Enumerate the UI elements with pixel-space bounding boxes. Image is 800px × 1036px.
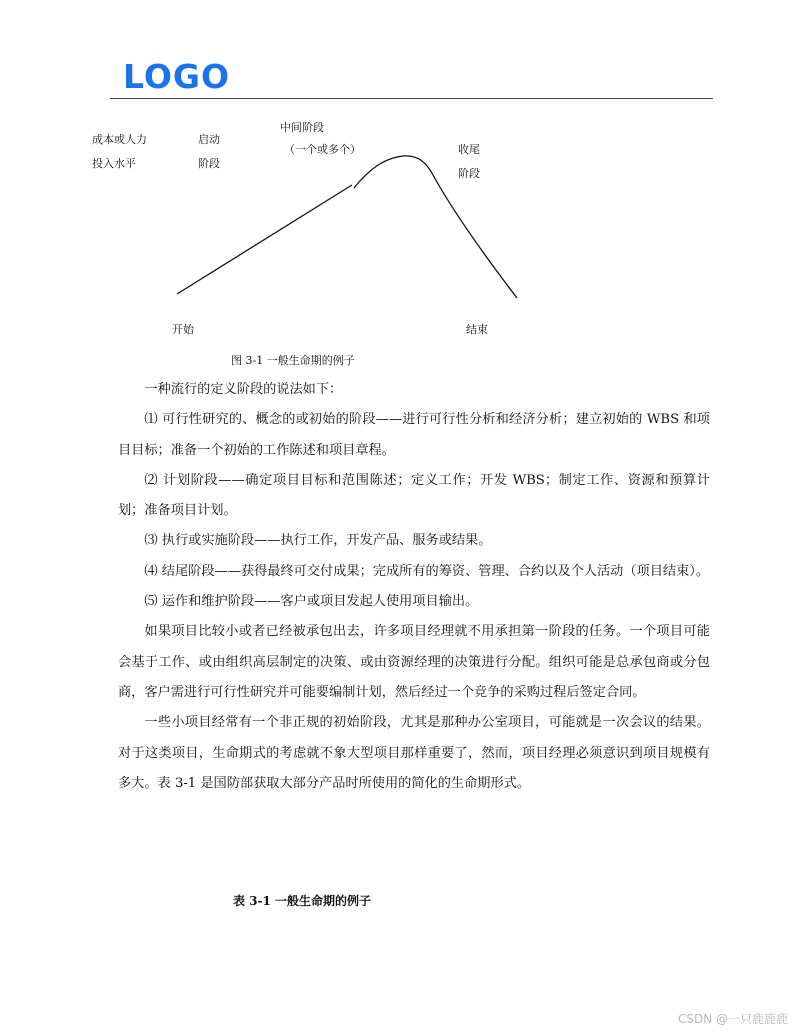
phase-start-line1: 启动 [198,133,220,146]
list-item-3: ⑶ 执行或实施阶段——执行工作，开发产品、服务或结果。 [144,533,492,549]
body-paragraph-2: 一些小项目经常有一个非正规的初始阶段，尤其是那种办公室项目，可能就是一次会议的结果。对于这类项目，生命期式的考虑就不象大型项目那样重要了，然而，项目经理必须意识到项目规模有多大。表 3-1 是国防部获取大部分产品时所使用的简化的生命期形式。 [118,715,710,791]
phase-middle-line2: （一个或多个） [284,143,361,156]
axis-end-label: 结束 [466,323,488,336]
list-item-2: ⑵ 计划阶段——确定项目目标和范围陈述；定义工作；开发 WBS；制定工作、资源和预算计划；准备项目计划。 [118,472,710,519]
lifecycle-curve-figure [0,0,800,360]
figure-y-label-line2: 投入水平 [92,157,136,170]
intro-paragraph: 一种流行的定义阶段的说法如下： [144,382,343,397]
lifecycle-curve-peak-falling [354,156,517,298]
body-text [118,375,710,799]
figure-y-label-line1: 成本或人力 [92,133,147,146]
phase-start-line2: 阶段 [198,157,220,170]
body-paragraph-1: 如果项目比较小或者已经被承包出去，许多项目经理就不用承担第一阶段的任务。一个项目可能会基于工作、或由组织高层制定的决策、或由资源经理的决策进行分配。组织可能是总承包商或分包商，客户需进行可行性研究并可能要编制计划，然后经过一个竞争的采购过程后签定合同。 [118,624,710,700]
figure-caption: 图 3-1 一般生命期的例子 [231,354,355,367]
phase-end-line2: 阶段 [458,167,480,180]
logo: LOGO [123,57,231,96]
watermark: CSDN @一只鹿鹿鹿 [677,1012,788,1026]
phase-end-line1: 收尾 [458,143,480,156]
table-title: 表 3-1 一般生命期的例子 [233,894,372,908]
axis-start-label: 开始 [172,323,194,336]
lifecycle-curve-rising [177,185,352,294]
phase-middle-line1: 中间阶段 [280,121,324,134]
list-item-5: ⑸ 运作和维护阶段——客户或项目发起人使用项目输出。 [144,594,479,610]
list-item-4: ⑷ 结尾阶段——获得最终可交付成果；完成所有的筹资、管理、合约以及个人活动（项目结束）。 [144,563,710,579]
list-item-1: ⑴ 可行性研究的、概念的或初始的阶段——进行可行性分析和经济分析；建立初始的 WBS 和项目目标；准备一个初始的工作陈述和项目章程。 [118,412,710,458]
